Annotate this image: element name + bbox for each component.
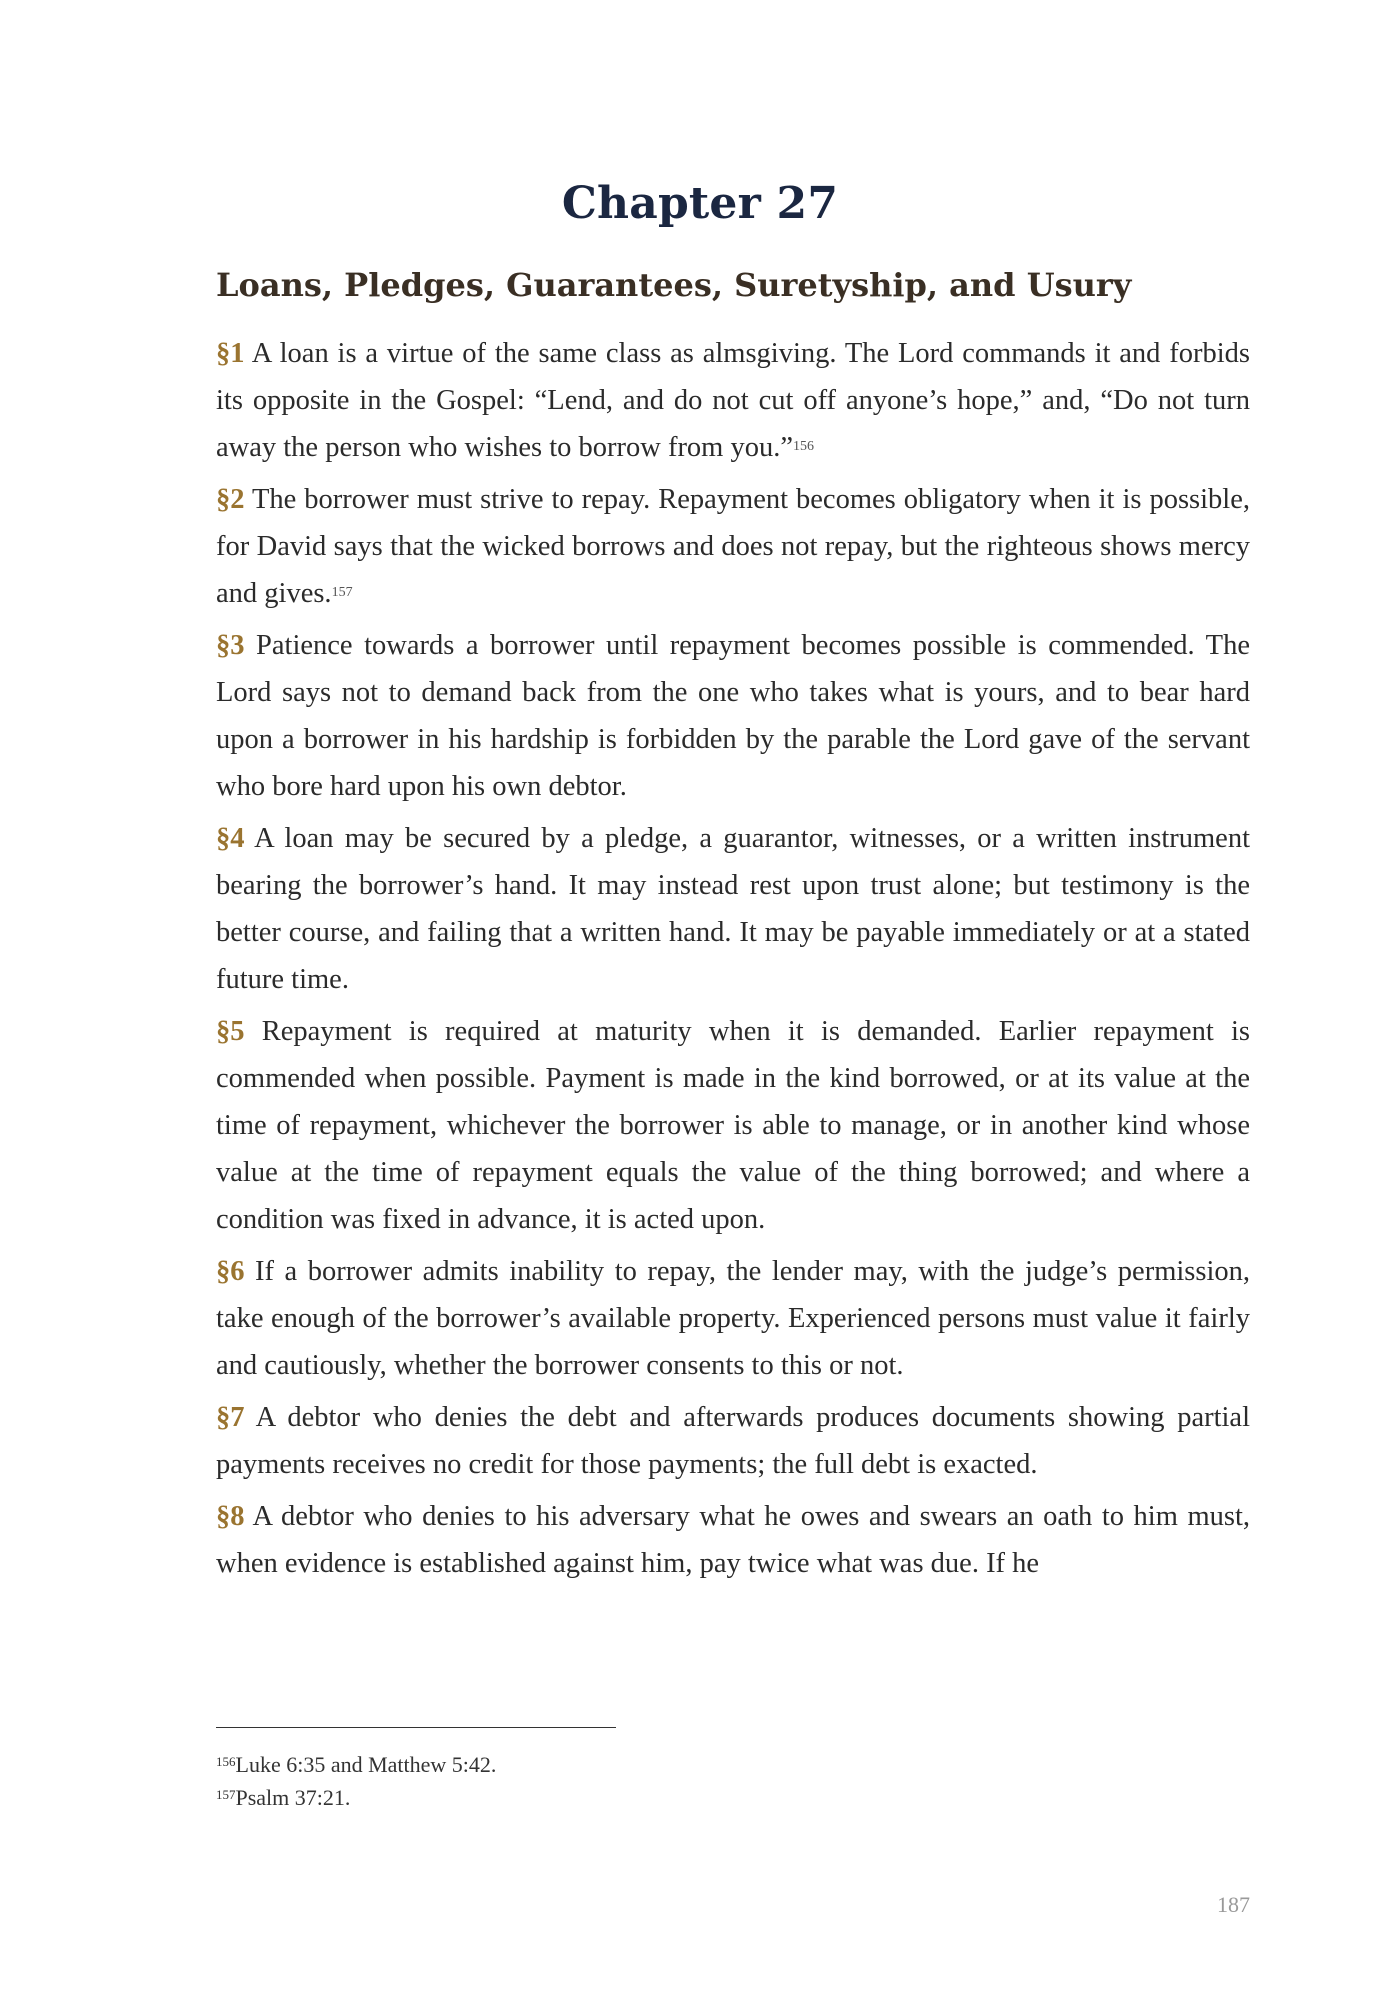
chapter-subtitle: Loans, Pledges, Guarantees, Suretyship, and Usury [216, 266, 1132, 304]
footnote-divider [216, 1727, 616, 1728]
section-marker: §5 [216, 1016, 245, 1047]
paragraph-2 [216, 476, 1250, 617]
section-marker: §3 [216, 630, 245, 661]
page-number: 187 [1217, 1892, 1250, 1917]
footnote-reference[interactable]: 157 [331, 585, 353, 600]
footnotes [216, 1748, 496, 1814]
chapter-body [216, 330, 1250, 1592]
section-marker: §2 [216, 484, 245, 515]
paragraph-text: A debtor who denies to his adversary what he owes and swears an oath to him must, when evidence is established against him, pay twice what was due. If he [216, 1501, 1250, 1579]
paragraph-5 [216, 1008, 1250, 1243]
paragraph-4 [216, 815, 1250, 1003]
paragraph-text: Patience towards a borrower until repayment becomes possible is commended. The Lord says not to demand back from the one who takes what is yours, and to bear hard upon a borrower in his hardship is forbidden by the parable the Lord gave of the servant who bore hard upon his own debtor. [216, 630, 1250, 802]
section-marker: §6 [216, 1256, 245, 1287]
paragraph-text: A loan may be secured by a pledge, a guarantor, witnesses, or a written instrument bearing the borrower’s hand. It may instead rest upon trust alone; but testimony is the better course, and failing that a written hand. It may be payable immediately or at a stated future time. [216, 823, 1250, 995]
footnote-item [216, 1781, 496, 1814]
section-marker: §1 [216, 338, 245, 369]
footnote-text: Luke 6:35 and Matthew 5:42. [235, 1752, 497, 1777]
paragraph-text: A loan is a virtue of the same class as almsgiving. The Lord commands it and forbids its opposite in the Gospel: “Lend, and do not cut off anyone’s hope,” and, “Do not turn away the person who wishes to borrow from you.” [216, 338, 1250, 463]
paragraph-text: Repayment is required at maturity when it is demanded. Earlier repayment is commended when possible. Payment is made in the kind borrowed, or at its value at the time of repayment, whichever the borrower is able to manage, or in another kind whose value at the time of repayment equals the value of the thing borrowed; and where a condition was fixed in advance, it is acted upon. [216, 1016, 1250, 1235]
paragraph-8 [216, 1493, 1250, 1587]
footnote-number: 157 [216, 1787, 236, 1802]
footnote-number: 156 [216, 1754, 236, 1769]
paragraph-3 [216, 622, 1250, 810]
section-marker: §8 [216, 1501, 245, 1532]
paragraph-6 [216, 1248, 1250, 1389]
section-marker: §4 [216, 823, 245, 854]
paragraph-text: The borrower must strive to repay. Repayment becomes obligatory when it is possible, for David says that the wicked borrows and does not repay, but the righteous shows mercy and gives. [216, 484, 1250, 609]
paragraph-7 [216, 1394, 1250, 1488]
footnote-text: Psalm 37:21. [235, 1785, 351, 1810]
section-marker: §7 [216, 1402, 245, 1433]
paragraph-text: If a borrower admits inability to repay, the lender may, with the judge’s permission, take enough of the borrower’s available property. Experienced persons must value it fairly and cautiously, whether the borrower consents to this or not. [216, 1256, 1250, 1381]
paragraph-text: A debtor who denies the debt and afterwards produces documents showing partial payments receives no credit for those payments; the full debt is exacted. [216, 1402, 1250, 1480]
footnote-reference[interactable]: 156 [793, 439, 814, 454]
footnote-item [216, 1748, 496, 1781]
chapter-title: Chapter 27 [561, 178, 839, 229]
paragraph-1 [216, 330, 1250, 471]
